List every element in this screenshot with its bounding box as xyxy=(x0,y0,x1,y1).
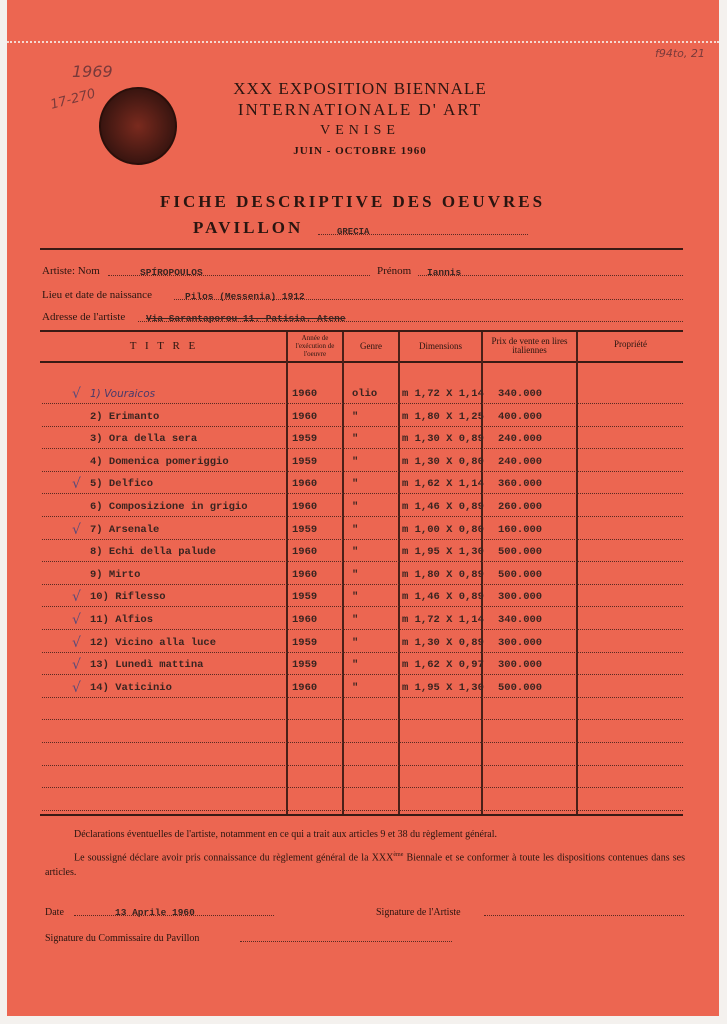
prenom-label: Prénom xyxy=(377,265,412,277)
signature-artiste-label: Signature de l'Artiste xyxy=(376,907,461,918)
nom-label: Artiste: Nom xyxy=(42,265,100,277)
cell-dimensions: m 1,72 X 1,14 xyxy=(402,614,484,626)
cell-year: 1959 xyxy=(292,455,318,468)
cell-genre: " xyxy=(352,659,359,672)
cell-genre: " xyxy=(352,433,359,446)
cell-dimensions: m 1,30 X 0,80 xyxy=(402,455,484,468)
table-row xyxy=(42,426,683,449)
cell-title: 2) Erimanto xyxy=(90,410,160,423)
cell-year: 1959 xyxy=(292,523,318,536)
table-row xyxy=(42,494,683,517)
table-row xyxy=(42,449,683,472)
cell-genre: " xyxy=(352,478,359,491)
cell-genre: olio xyxy=(352,388,378,400)
header-line-2: INTERNATIONALE D' ART xyxy=(237,100,483,119)
cell-year: 1960 xyxy=(292,501,318,513)
table-bottom-border xyxy=(40,814,683,816)
cell-price: 300.000 xyxy=(498,659,543,672)
table-row xyxy=(42,788,683,811)
adresse-value: Via Sarantaporou 11. Patisia. Atene xyxy=(146,313,346,324)
cell-title: 11) Alfios xyxy=(90,614,154,626)
nom-value: SPÍROPOULOS xyxy=(140,267,203,278)
table-row xyxy=(42,765,683,788)
cell-dimensions: m 1,30 X 0,89 xyxy=(402,636,484,649)
check-mark: √ xyxy=(72,679,81,696)
cell-price: 260.000 xyxy=(498,501,543,513)
check-mark: √ xyxy=(72,476,81,493)
soussigne-part-a: Le soussigné déclare avoir pris connaissance du règlement général de la XXX xyxy=(74,852,394,864)
cell-price: 300.000 xyxy=(498,636,543,649)
cell-title: 1) Vouraicos xyxy=(90,388,156,400)
handwritten-note: f94to, 21 xyxy=(655,47,705,60)
cell-genre: " xyxy=(352,523,359,536)
check-mark: √ xyxy=(72,634,81,651)
date-value: 13 Aprile 1960 xyxy=(115,907,195,918)
header-line-3: VENISE xyxy=(320,123,400,138)
lion-of-saint-mark-logo xyxy=(99,87,177,165)
cell-dimensions: m 1,95 X 1,30 xyxy=(402,681,484,694)
cell-title: 14) Vaticinio xyxy=(90,681,172,694)
cell-dimensions: m 1,46 X 0,89 xyxy=(402,501,484,513)
cell-dimensions: m 1,80 X 1,25 xyxy=(402,410,484,423)
declarations-text: Déclarations éventuelles de l'artiste, notamment en ce qui a trait aux articles 9 et 38 du règlement général. xyxy=(74,829,498,840)
check-mark: √ xyxy=(72,589,81,606)
cell-price: 240.000 xyxy=(498,455,543,468)
header-dimensions: Dimensions xyxy=(418,341,462,351)
cell-price: 340.000 xyxy=(498,388,543,400)
handwritten-note: 1969 xyxy=(72,62,113,81)
cell-year: 1960 xyxy=(292,681,318,694)
soussigne-superscript: ème xyxy=(393,852,404,858)
handwritten-note: 17-270 xyxy=(48,86,98,113)
table-row xyxy=(42,471,683,494)
prenom-value: Iannis xyxy=(427,267,462,278)
cell-genre: " xyxy=(352,636,359,649)
soussigne-part-b: Biennale et se conformer à toute les dispositions contenues dans ses articles. xyxy=(45,852,685,879)
cell-title: 8) Echi della palude xyxy=(90,546,217,559)
table-row xyxy=(42,584,683,607)
table-row xyxy=(42,630,683,653)
cell-dimensions: m 1,00 X 0,80 xyxy=(402,523,484,536)
header-titre: T I T R E xyxy=(129,340,199,352)
naissance-label: Lieu et date de naissance xyxy=(42,289,152,301)
cell-dimensions: m 1,62 X 1,14 xyxy=(402,478,484,491)
pavillon-value: GRECIA xyxy=(337,227,370,237)
cell-genre: " xyxy=(352,455,359,468)
check-mark: √ xyxy=(72,386,81,402)
check-mark: √ xyxy=(72,657,81,674)
table-row xyxy=(42,675,683,698)
cell-title: 4) Domenica pomeriggio xyxy=(90,455,229,468)
soussigne-text xyxy=(45,848,685,880)
cell-year: 1960 xyxy=(292,410,318,423)
table-header-border xyxy=(40,361,683,363)
naissance-value: Pilos (Messenia) 1912 xyxy=(185,291,305,302)
table-row xyxy=(42,607,683,630)
signature-artiste-field xyxy=(484,905,684,916)
header-line-4: JUIN - OCTOBRE 1960 xyxy=(293,145,427,157)
cell-title: 6) Composizione in grigio xyxy=(90,501,248,513)
cell-title: 7) Arsenale xyxy=(90,523,160,536)
cell-genre: " xyxy=(352,614,359,626)
header-annee: Année de l'exécution de l'oeuvre xyxy=(295,334,335,358)
table-row xyxy=(42,404,683,427)
signature-commissaire-label: Signature du Commissaire du Pavillon xyxy=(45,933,200,944)
form-title: FICHE DESCRIPTIVE DES OEUVRES xyxy=(160,192,546,211)
cell-price: 500.000 xyxy=(498,546,543,559)
cell-title: 12) Vicino alla luce xyxy=(90,636,217,649)
cell-title: 9) Mirto xyxy=(90,568,141,581)
divider xyxy=(40,248,683,250)
table-row xyxy=(42,539,683,562)
cell-genre: " xyxy=(352,568,359,581)
table-row xyxy=(42,697,683,720)
header-genre: Genre xyxy=(360,341,382,351)
table-row xyxy=(42,743,683,766)
cell-dimensions: m 1,72 X 1,14 xyxy=(402,388,484,400)
table-row xyxy=(42,381,683,404)
table-row xyxy=(42,562,683,585)
cell-price: 360.000 xyxy=(498,478,543,491)
cell-title: 3) Ora della sera xyxy=(90,433,198,446)
header-title xyxy=(190,78,530,162)
cell-title: 13) Lunedì mattina xyxy=(90,659,204,672)
cell-price: 500.000 xyxy=(498,568,543,581)
header-propriete: Propriété xyxy=(614,339,647,349)
cell-title: 10) Riflesso xyxy=(90,591,166,604)
perforation-line xyxy=(7,41,719,43)
cell-dimensions: m 1,80 X 0,89 xyxy=(402,568,484,581)
cell-year: 1959 xyxy=(292,659,318,672)
cell-price: 160.000 xyxy=(498,523,543,536)
cell-dimensions: m 1,62 X 0,97 xyxy=(402,659,484,672)
cell-genre: " xyxy=(352,501,359,513)
cell-dimensions: m 1,30 X 0,89 xyxy=(402,433,484,446)
cell-price: 340.000 xyxy=(498,614,543,626)
adresse-label: Adresse de l'artiste xyxy=(42,311,126,323)
cell-year: 1960 xyxy=(292,568,318,581)
table-top-border xyxy=(40,330,683,332)
cell-genre: " xyxy=(352,546,359,559)
cell-price: 300.000 xyxy=(498,591,543,604)
cell-year: 1959 xyxy=(292,591,318,604)
date-label: Date xyxy=(45,907,64,918)
check-mark: √ xyxy=(72,612,81,628)
cell-price: 240.000 xyxy=(498,433,543,446)
cell-year: 1960 xyxy=(292,546,318,559)
cell-year: 1960 xyxy=(292,478,318,491)
cell-year: 1960 xyxy=(292,388,318,400)
cell-price: 500.000 xyxy=(498,681,543,694)
cell-genre: " xyxy=(352,681,359,694)
cell-genre: " xyxy=(352,410,359,423)
cell-price: 400.000 xyxy=(498,410,543,423)
cell-title: 5) Delfico xyxy=(90,478,154,491)
signature-commissaire-field xyxy=(240,931,452,942)
header-prix: Prix de vente en lires italiennes xyxy=(491,336,568,355)
table-row xyxy=(42,720,683,743)
cell-dimensions: m 1,95 X 1,30 xyxy=(402,546,484,559)
cell-year: 1960 xyxy=(292,614,318,626)
cell-genre: " xyxy=(352,591,359,604)
check-mark: √ xyxy=(72,521,81,538)
table-row xyxy=(42,517,683,540)
pavillon-label: PAVILLON xyxy=(193,218,304,237)
cell-year: 1959 xyxy=(292,636,318,649)
header-line-1: XXX EXPOSITION BIENNALE xyxy=(233,79,487,98)
table-row xyxy=(42,652,683,675)
cell-dimensions: m 1,46 X 0,89 xyxy=(402,591,484,604)
cell-year: 1959 xyxy=(292,433,318,446)
